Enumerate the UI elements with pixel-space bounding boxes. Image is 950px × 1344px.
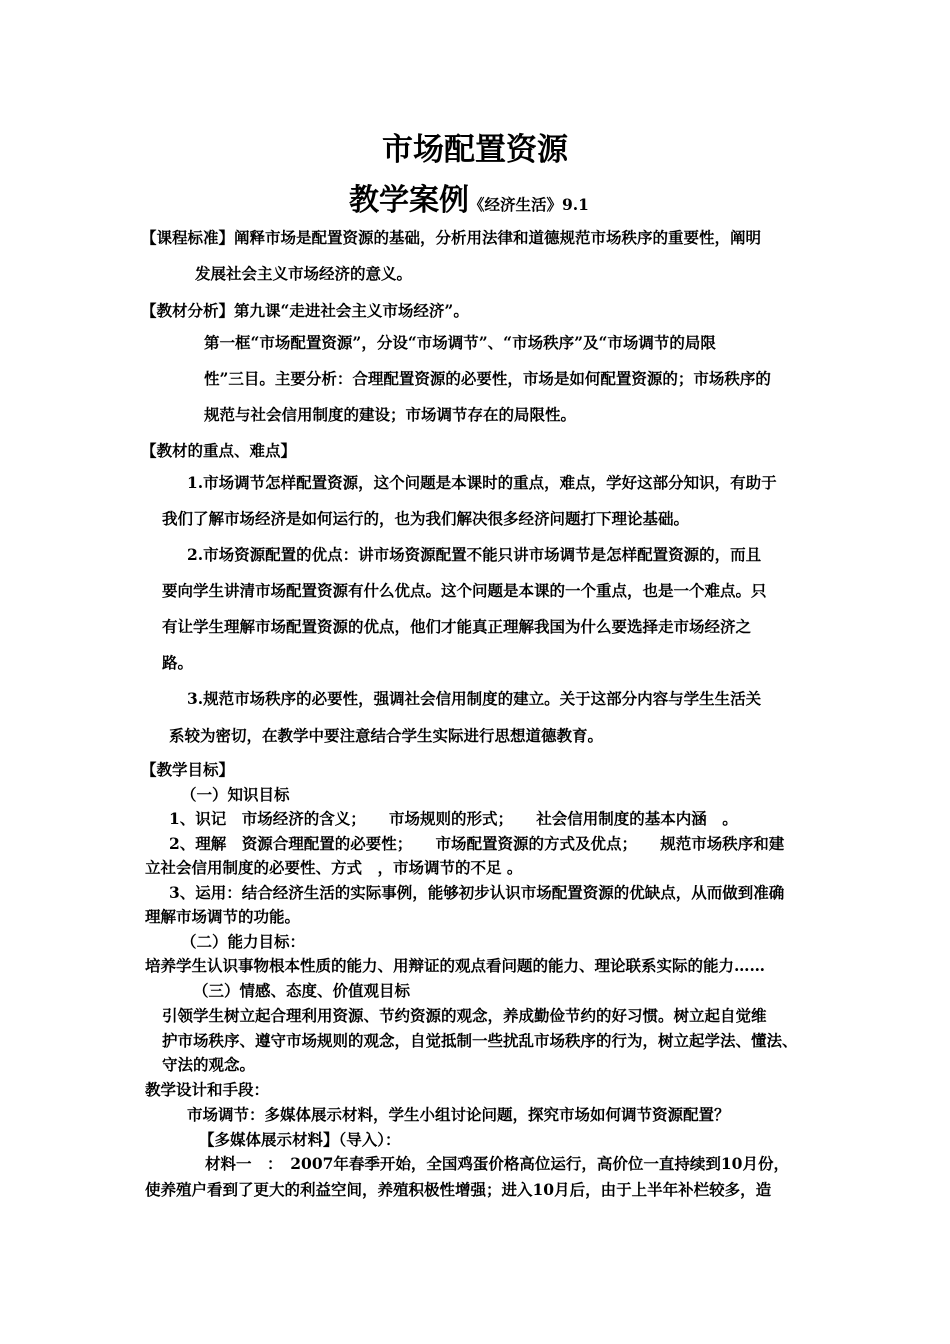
key-points-heading: 【教材的重点、难点】 (141, 441, 297, 460)
design-heading: 教学设计和手段： (145, 1080, 270, 1099)
key-point-3-line-1: 3.规范市场秩序的必要性，强调社会信用制度的建立。关于这部分内容与学生生活关 (187, 689, 762, 708)
emotion-goal-line-3: 守法的观念。 (162, 1055, 256, 1074)
key-point-2-line-4: 路。 (162, 653, 194, 672)
media-materials-heading: 【多媒体展示材料】（导入）： (199, 1130, 401, 1149)
analysis-line-3: 性”三目。主要分析：合理配置资源的必要性，市场是如何配置资源的；市场秩序的 (204, 369, 771, 388)
material-1-line-1: 材料一 ： 2007年春季开始，全国鸡蛋价格高位运行，高价位一直持续到10月份， (205, 1154, 789, 1173)
knowledge-goal-2-line-2: 立社会信用制度的必要性、方式 ，市场调节的不足 。 (145, 858, 523, 877)
standard-label: 【课程标准】 (141, 228, 235, 247)
material-1-line-2: 使养殖户看到了更大的利益空间，养殖积极性增强；进入10月后，由于上半年补栏较多，造 (145, 1180, 772, 1199)
key-point-1-line-1: 1.市场调节怎样配置资源，这个问题是本课时的重点，难点，学好这部分知识，有助于 (187, 473, 777, 492)
analysis-line-2: 第一框“市场配置资源”，分设“市场调节”、“市场秩序”及“市场调节的局限 (204, 333, 716, 352)
knowledge-goal-3-line-1: 3、运用：结合经济生活的实际事例，能够初步认识市场配置资源的优缺点，从而做到准确 (169, 883, 785, 902)
analysis-label: 【教材分析】 (141, 301, 235, 320)
document-subtitle: 教学案例 (349, 183, 469, 218)
knowledge-goal-2-line-1: 2、理解 资源合理配置的必要性； 市场配置资源的方式及优点； 规范市场秩序和建 (169, 834, 785, 853)
emotion-goal-line-2: 护市场秩序、遵守市场规则的观念，自觉抵制一些扰乱市场秩序的行为，树立起学法、懂法、 (162, 1031, 798, 1050)
key-point-1-line-2: 我们了解市场经济是如何运行的，也为我们解决很多经济问题打下理论基础。 (162, 509, 690, 528)
standard-line-2: 发展社会主义市场经济的意义。 (195, 264, 413, 283)
document-subtitle-block (349, 181, 589, 221)
key-point-2-line-2: 要向学生讲清市场配置资源有什么优点。这个问题是本课的一个重点，也是一个难点。只 (162, 581, 767, 600)
knowledge-goal-1: 1、识记 市场经济的含义； 市场规则的形式； 社会信用制度的基本内涵 。 (169, 809, 738, 828)
ability-goal-heading: （二）能力目标： (181, 932, 306, 951)
document-title: 市场配置资源 (382, 132, 568, 168)
goals-heading: 【教学目标】 (141, 760, 235, 779)
analysis-line-4: 规范与社会信用制度的建设；市场调节存在的局限性。 (204, 405, 577, 424)
emotion-goal-line-1: 引领学生树立起合理利用资源、节约资源的观念，养成勤俭节约的好习惯。树立起自觉维 (162, 1006, 767, 1025)
knowledge-goal-heading: （一）知识目标 (181, 785, 290, 804)
analysis-line-1: 【教材分析】第九课“走进社会主义市场经济”。 (141, 301, 469, 320)
subtitle-source: 《经济生活》9.1 (469, 195, 589, 214)
ability-goal-text: 培养学生认识事物根本性质的能力、用辩证的观点看问题的能力、理论联系实际的能力…… (145, 956, 766, 975)
key-point-2-line-3: 有让学生理解市场配置资源的优点，他们才能真正理解我国为什么要选择走市场经济之 (162, 617, 752, 636)
design-line-1: 市场调节：多媒体展示材料，学生小组讨论问题，探究市场如何调节资源配置？ (187, 1105, 730, 1124)
emotion-goal-heading: （三）情感、态度、价值观目标 (193, 981, 411, 1000)
knowledge-goal-3-line-2: 理解市场调节的功能。 (145, 907, 301, 926)
key-point-2-line-1: 2.市场资源配置的优点：讲市场资源配置不能只讲市场调节是怎样配置资源的，而且 (187, 545, 762, 564)
key-point-3-line-2: 系较为密切，在教学中要注意结合学生实际进行思想道德教育。 (169, 726, 604, 745)
standard-line-1: 【课程标准】阐释市场是配置资源的基础，分析用法律和道德规范市场秩序的重要性，阐明 (141, 228, 762, 247)
